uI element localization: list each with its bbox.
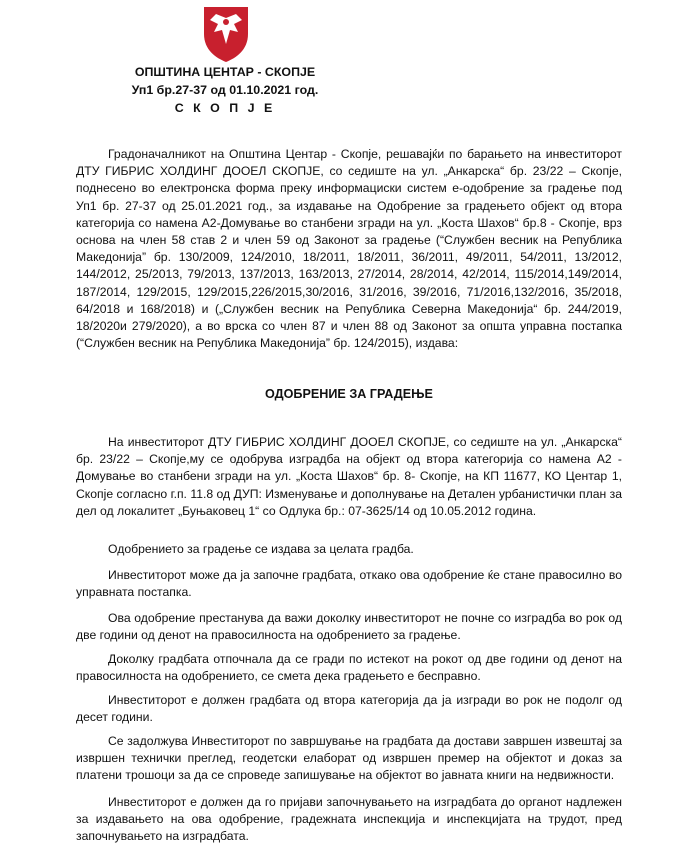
municipality-name: ОПШТИНА ЦЕНТАР - СКОПЈЕ xyxy=(134,65,316,79)
paragraph-scope: Одобрението за градење се издава за целата градба. xyxy=(108,542,414,556)
city-name: С К О П Ј Е xyxy=(174,101,276,115)
document-title: ОДОБРЕНИЕ ЗА ГРАДЕЊЕ xyxy=(265,387,433,401)
paragraph-deadline: Инвеститорот е должен градбата од втора категорија да ја изгради во рок не подолг од десет години. xyxy=(76,693,622,725)
municipality-crest-logo xyxy=(200,4,252,64)
paragraph-approval: На инвеститорот ДТУ ГИБРИС ХОЛДИНГ ДООЕЛ СКОПЈЕ, со седиште на ул. „Анкарска“ бр. 23/22 – Скопје,му се одобрува изградба на објект од втора категорија со намена А2 - Домување во станбени згради на ул. „Коста Шахов“ бр. 8- Скопје, на КП 11677, КО Центар 1, Скопје согласно г.п. 11.8 од ДУП: Изменување и дополнување на Детален урбанистички план за дел од локалитет „Буњаковец 1“ со Одлука бр.: 07-3625/14 од 10.05.2012 година. xyxy=(76,435,622,518)
paragraph-illegal: Доколку градбата отпочнала да се гради по истекот на рокот од две години од денот на правосилноста на одобрението, се смета дека градењето е бесправно. xyxy=(76,652,622,684)
paragraph-report: Инвеститорот е должен да го пријави започнувањето на изградбата до органот надлежен за издавањето на ова одобрение, градежната инспекција и инспекцијата на трудот, пред започнувањето на изградбата. xyxy=(76,795,622,844)
paragraph-start: Инвеститорот може да ја започне градбата, откако ова одобрение ќе стане правосилно во управната постапка. xyxy=(76,568,622,600)
paragraph-validity: Ова одобрение престанува да важи доколку инвеститорот не почне со изградба во рок од две години од денот на правосилноста на одобрението за градење. xyxy=(76,611,622,643)
paragraph-obligations: Се задолжува Инвеститорот по завршување на градбата да достави завршен извештај за извршен технички преглед, геодетски елаборат од извршен премер на објектот и доказ за платени трошоци за да се спроведе запишување на објектот во јавната книги на недвижности. xyxy=(76,734,622,783)
reference-number: Уп1 бр.27-37 од 01.10.2021 год. xyxy=(131,83,319,97)
intro-paragraph: Градоначалникот на Општина Центар - Скопје, решавајќи по барањето на инвеститорот ДТУ ГИБРИС ХОЛДИНГ ДООЕЛ СКОПЈЕ, со седиште на ул. „Анкарска“ бр. 23/22 – Скопје, поднесено во електронска форма преку информациски систем е-одобрение за градење под Уп1 бр. 27-37 од 25.01.2021 год., за издавање на Одобрение за градењето објект од втора категорија со намена А2-Домување во станбени згради на ул. „Коста Шахов“ бр.8 - Скопје, врз основа на член 58 став 2 и член 59 од Законот за градење (“Службен весник на Република Македонија” бр. 130/2009, 124/2010, 18/2011, 18/2011, 36/2011, 49/2011, 54/2011, 13/2012, 144/2012, 25/2013, 79/2013, 137/2013, 163/2013, 27/2014, 28/2014, 42/2014, 115/2014,149/2014, 187/2014, 129/2015, 129/2015,226/2015,30/2016, 31/2016, 39/2016, 71/2016,132/2016, 35/2018, 64/2018 и 168/2018) и („Службен весник на Република Северна Македонија“ бр. 244/2019, 18/2020и 279/2020), а во врска со член 87 и член 88 од Законот за општа управна постапка (“Службен весник на Република Македонија” бр. 124/2015), издава: xyxy=(76,147,622,351)
